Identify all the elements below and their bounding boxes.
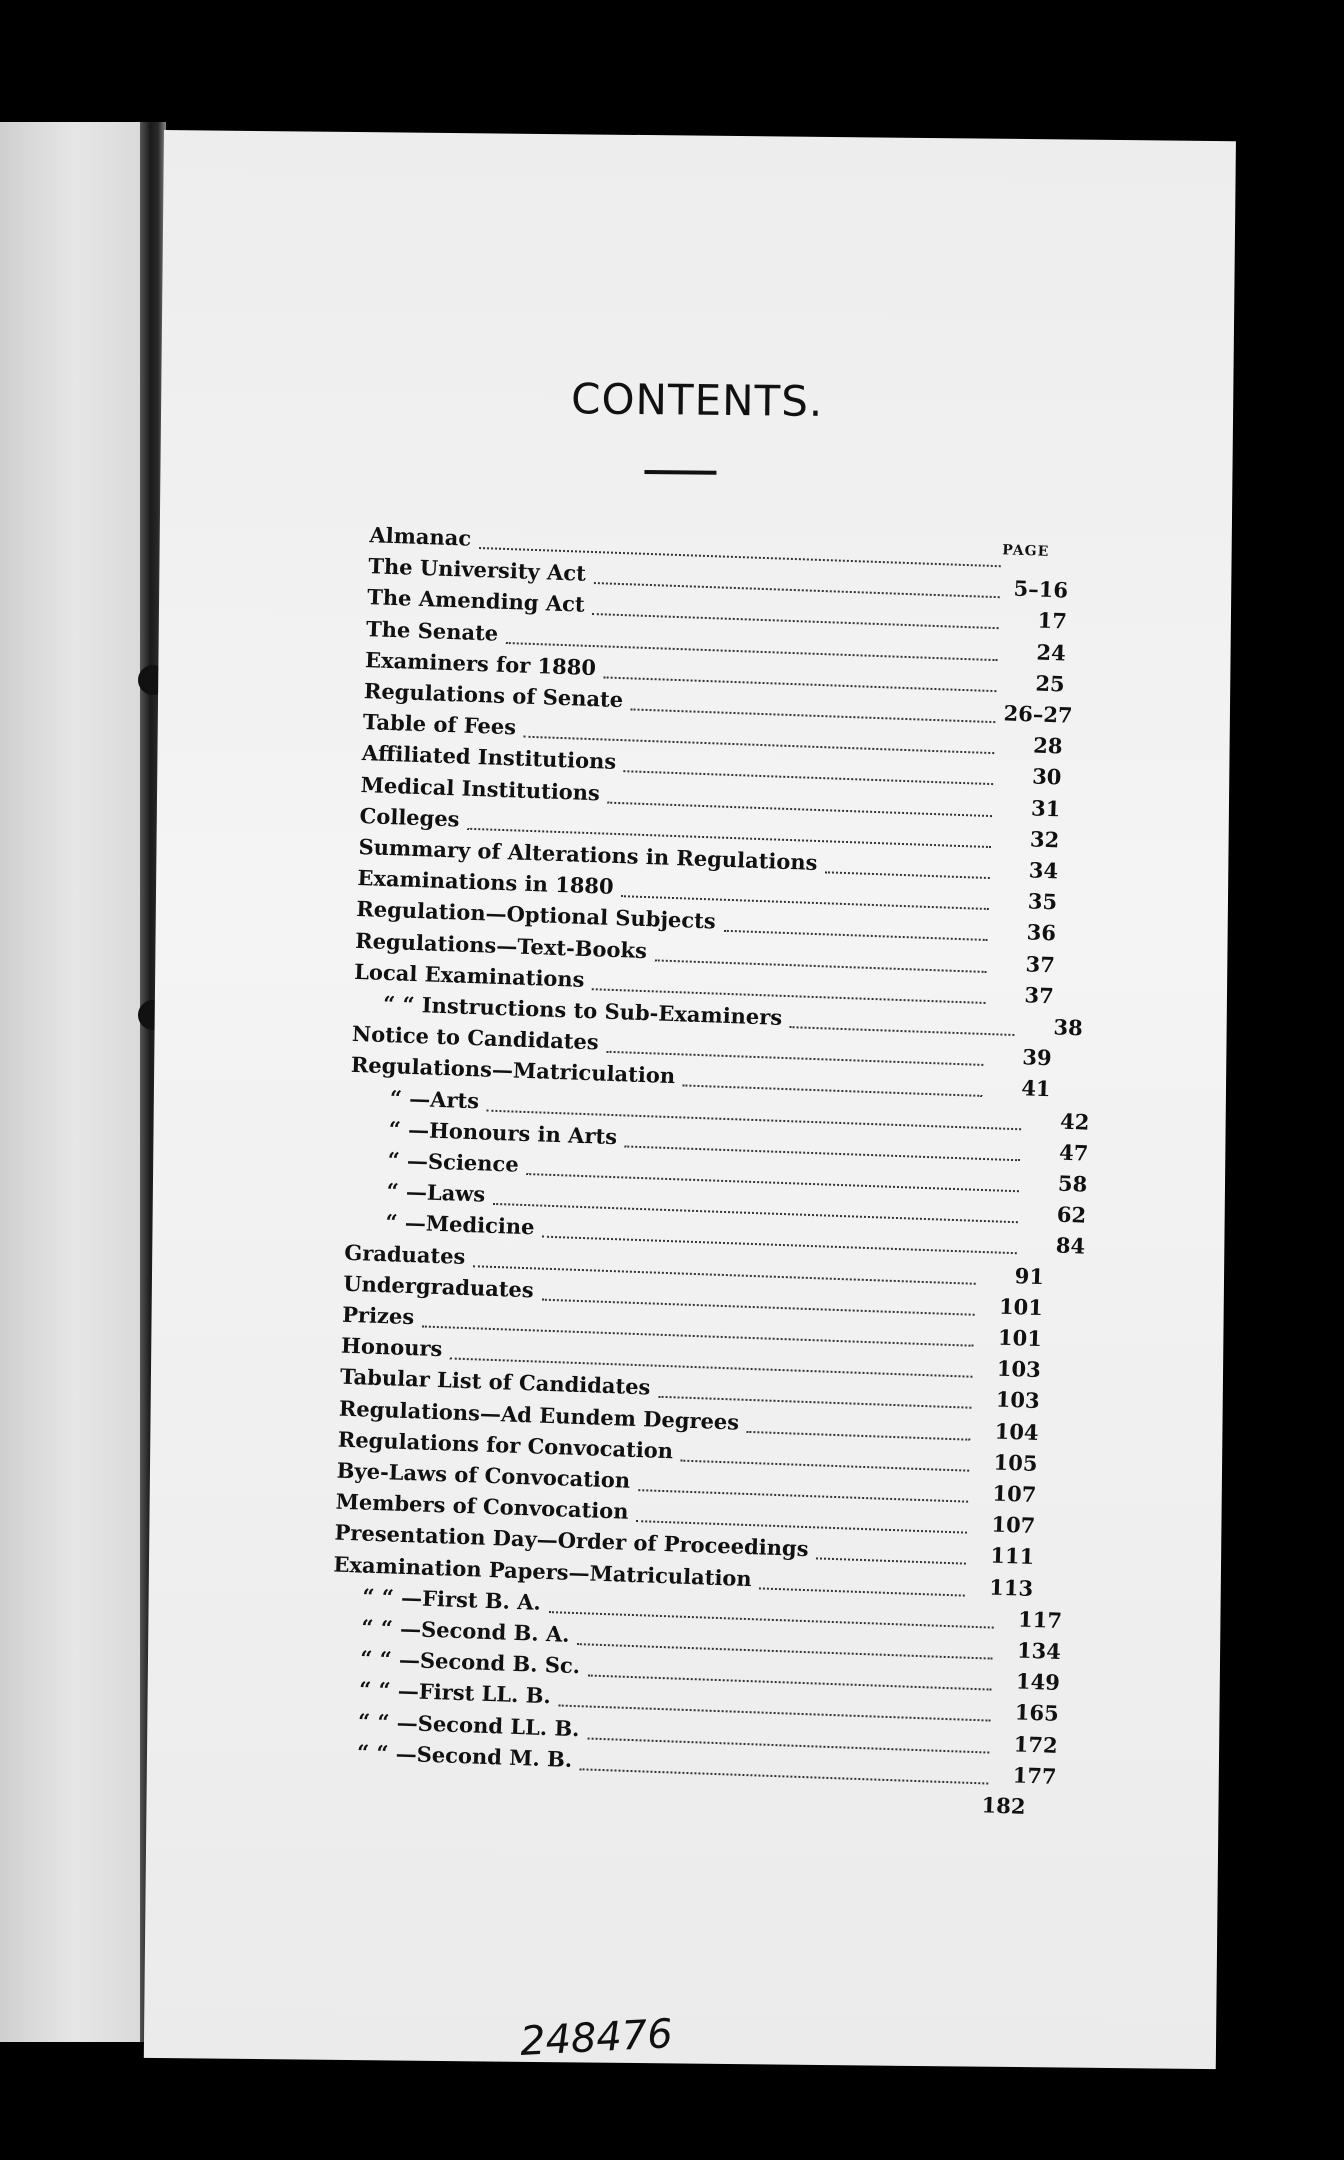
- toc-entry-title: Prizes: [341, 1301, 415, 1330]
- toc-entry-title: Undergraduates: [342, 1270, 535, 1303]
- toc-entry-page-number: 26–27: [1003, 700, 1073, 728]
- toc-entry-title: “ —Arts: [389, 1084, 480, 1113]
- toc-entry-title: Regulations for Convocation: [337, 1426, 674, 1464]
- toc-entry-title: “ “ —Second B. Sc.: [359, 1645, 581, 1679]
- toc-entry-title: “ —Laws: [386, 1178, 486, 1207]
- table-of-contents: [333, 522, 1130, 1819]
- toc-entry-title: Examination Papers—Matriculation: [333, 1551, 753, 1591]
- toc-entry-title: “ “ —Second B. A.: [360, 1614, 570, 1647]
- toc-entry-page-number: 58: [1057, 1170, 1088, 1197]
- toc-entry-title: Colleges: [359, 802, 460, 832]
- toc-entry-title: “ “ Instructions to Sub-Examiners: [382, 990, 783, 1030]
- toc-entry-page-number: 107: [992, 1480, 1037, 1508]
- dot-leader: [759, 1586, 965, 1596]
- toc-entry-page-number: 101: [997, 1324, 1043, 1352]
- toc-entry-title: Graduates: [343, 1239, 466, 1269]
- toc-entry-title: Presentation Day—Order of Proceedings: [334, 1519, 809, 1562]
- toc-entry-page-number: 103: [995, 1386, 1041, 1414]
- title-rule: [644, 470, 716, 475]
- dot-leader: [790, 1025, 1015, 1036]
- toc-entry-title: “ “ —Second M. B.: [356, 1739, 573, 1772]
- page-column-header: PAGE: [1002, 542, 1050, 560]
- toc-entry-title: The Amending Act: [366, 584, 586, 618]
- toc-entry-page-number: 177: [1012, 1762, 1057, 1789]
- toc-entry-page-number: 39: [1021, 1044, 1053, 1071]
- toc-entry-title: Regulations—Text-Books: [354, 927, 648, 963]
- toc-entry-page-number: 107: [991, 1511, 1036, 1539]
- toc-entry-page-number: 134: [1016, 1637, 1062, 1664]
- toc-entry-title: Regulations—Matriculation: [350, 1052, 676, 1089]
- toc-entry-page-number: 36: [1026, 919, 1057, 946]
- toc-entry-title: “ “ —First LL. B.: [358, 1676, 552, 1709]
- toc-entry-page-number: 111: [989, 1542, 1035, 1570]
- dot-leader: [658, 1395, 971, 1409]
- toc-entry-title: Table of Fees: [362, 709, 517, 740]
- toc-entry-page-number: 172: [1013, 1730, 1059, 1758]
- dot-leader: [683, 1084, 983, 1097]
- dot-leader: [747, 1429, 971, 1440]
- toc-entry-page-number: 24: [1036, 639, 1067, 666]
- page-title: CONTENTS.: [570, 374, 824, 426]
- toc-entry-title: Tabular List of Candidates: [339, 1364, 651, 1400]
- toc-entry-page-number: 182: [981, 1792, 1026, 1819]
- toc-entry-title: Regulations of Senate: [363, 678, 624, 713]
- toc-entry-title: Regulations—Ad Eundem Degrees: [338, 1395, 740, 1435]
- toc-entry-title: Local Examinations: [353, 958, 585, 992]
- toc-entry-page-number: 35: [1027, 888, 1058, 915]
- toc-entry-title: “ “ —First B. A.: [361, 1583, 542, 1615]
- toc-entry-title: Almanac: [369, 522, 472, 551]
- toc-entry-title: Affiliated Institutions: [361, 740, 617, 775]
- toc-entry-page-number: 37: [1024, 982, 1055, 1009]
- toc-entry-page-number: 30: [1031, 763, 1062, 790]
- toc-entry-page-number: 17: [1037, 607, 1068, 634]
- contents-page: [144, 130, 1236, 2069]
- toc-entry-page-number: [1009, 565, 1069, 567]
- toc-entry-page-number: 117: [1017, 1606, 1063, 1633]
- toc-entry-title: The University Act: [367, 553, 587, 586]
- toc-entry-page-number: 34: [1028, 857, 1059, 884]
- toc-entry-page-number: 37: [1025, 950, 1056, 977]
- toc-entry-page-number: 103: [996, 1355, 1042, 1383]
- toc-entry-title: Medical Institutions: [360, 771, 601, 805]
- toc-entry-title: Bye-Laws of Convocation: [336, 1457, 631, 1493]
- toc-entry-title: “ —Honours in Arts: [388, 1116, 618, 1149]
- handwritten-accession-number: 248476: [518, 2011, 674, 2065]
- toc-entry-title: Members of Convocation: [335, 1488, 629, 1524]
- dot-leader: [816, 1557, 966, 1565]
- toc-entry-page-number: 84: [1055, 1232, 1086, 1259]
- toc-entry-title: Honours: [340, 1332, 443, 1362]
- toc-entry-page-number: 47: [1058, 1139, 1089, 1166]
- toc-entry-page-number: 165: [1014, 1699, 1060, 1727]
- toc-entry-page-number: 31: [1030, 795, 1061, 822]
- toc-entry-page-number: 149: [1015, 1668, 1061, 1696]
- toc-entry-title: “ —Medicine: [385, 1209, 535, 1240]
- dot-leader: [825, 870, 990, 879]
- toc-entry-title: The Senate: [365, 615, 499, 646]
- toc-entry-page-number: 42: [1059, 1108, 1090, 1135]
- toc-entry-title: Examinations in 1880: [357, 865, 615, 900]
- toc-entry-page-number: 41: [1020, 1075, 1051, 1102]
- toc-entry-page-number: 105: [993, 1449, 1038, 1476]
- toc-entry-title: Regulation—Optional Subjects: [355, 896, 717, 934]
- toc-entry-title: “ “ —Second LL. B.: [357, 1708, 580, 1741]
- toc-entry-page-number: 113: [988, 1574, 1034, 1601]
- dot-leader: [723, 929, 987, 941]
- toc-entry-page-number: 91: [1014, 1262, 1045, 1289]
- toc-entry-title: Examiners for 1880: [364, 646, 597, 680]
- toc-entry-page-number: 32: [1029, 826, 1060, 853]
- toc-entry-title: “ —Science: [387, 1147, 520, 1177]
- toc-entry-page-number: 101: [998, 1293, 1044, 1320]
- toc-entry-page-number: 104: [994, 1418, 1039, 1445]
- toc-entry-page-number: 25: [1035, 670, 1066, 697]
- toc-entry-page-number: 38: [1053, 1014, 1084, 1041]
- toc-entry-title: Notice to Candidates: [351, 1021, 600, 1055]
- toc-entry-title: Summary of Alterations in Regulations: [358, 833, 818, 875]
- left-facing-page: [0, 122, 148, 2042]
- toc-entry-page-number: 5–16: [1013, 575, 1069, 603]
- dot-leader: [681, 1458, 970, 1471]
- toc-entry-page-number: 28: [1032, 732, 1063, 759]
- toc-entry-page-number: 62: [1056, 1201, 1087, 1228]
